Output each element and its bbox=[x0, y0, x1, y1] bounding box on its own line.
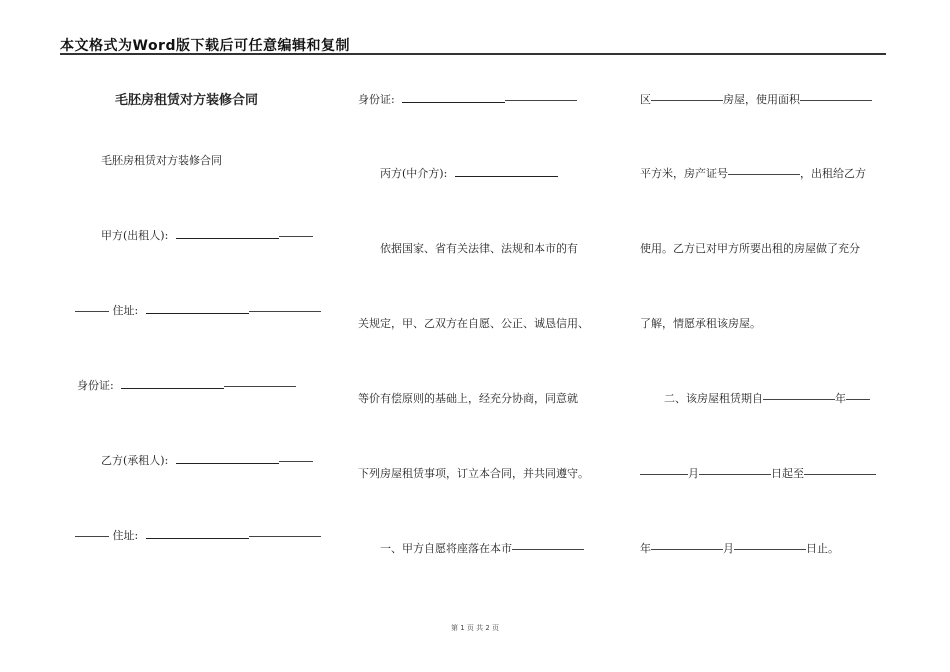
col3-year-label-2: 年 bbox=[640, 542, 651, 555]
col3-certificate-label: 平方米，房产证号 bbox=[640, 167, 728, 180]
address-2-line bbox=[75, 529, 321, 543]
col3-month-label-2: 月 bbox=[723, 542, 734, 555]
col3-dash-5 bbox=[846, 399, 870, 400]
address-1-line bbox=[75, 304, 321, 318]
clause-1-text: 一、甲方自愿将座落在本市 bbox=[380, 542, 512, 555]
id-2-label: 身份证: bbox=[358, 93, 395, 106]
document-title: 毛胚房租赁对方装修合同 bbox=[115, 93, 259, 108]
col3-line-3: 使用。乙方已对甲方所要出租的房屋做了充分 bbox=[640, 242, 860, 255]
party-c-line bbox=[380, 167, 558, 181]
party-a-line bbox=[101, 229, 313, 243]
paragraph-line-4: 下列房屋租赁事项，订立本合同，并共同遵守。 bbox=[358, 467, 589, 480]
clause-1-dash bbox=[512, 549, 584, 550]
address-1-dash bbox=[249, 311, 321, 312]
col3-district-label: 区 bbox=[640, 93, 651, 106]
col3-line-6 bbox=[640, 467, 876, 481]
col3-house-area-label: 房屋，使用面积 bbox=[723, 93, 800, 106]
col3-dash-9 bbox=[651, 549, 723, 550]
col3-dash-3 bbox=[728, 174, 800, 175]
document-subtitle: 毛胚房租赁对方装修合同 bbox=[101, 154, 222, 167]
col3-month-label-1: 月 bbox=[688, 467, 699, 480]
col3-rent-to-label: ，出租给乙方 bbox=[800, 167, 866, 180]
page-footer: 第 1 页 共 2 页 bbox=[450, 624, 500, 632]
party-c-blank bbox=[455, 167, 558, 177]
col3-term-label: 二、该房屋租赁期自 bbox=[664, 392, 763, 405]
col3-line-7 bbox=[640, 542, 839, 556]
clause-1-line bbox=[380, 542, 584, 556]
id-1-dash bbox=[224, 386, 296, 387]
col3-day-from-label: 日起至 bbox=[771, 467, 804, 480]
party-b-line bbox=[101, 454, 313, 468]
paragraph-line-3: 等价有偿原则的基础上，经充分协商，同意就 bbox=[358, 392, 578, 405]
address-1-dash-lead bbox=[75, 311, 109, 312]
address-2-label: 住址: bbox=[112, 529, 139, 542]
column-right bbox=[640, 0, 890, 640]
id-1-line bbox=[77, 379, 296, 393]
col3-dash-6 bbox=[640, 474, 688, 475]
party-a-dash bbox=[279, 236, 313, 237]
col3-dash-7 bbox=[699, 474, 771, 475]
col3-line-1 bbox=[640, 93, 872, 107]
col3-line-5 bbox=[664, 392, 870, 406]
col3-dash-2 bbox=[800, 100, 872, 101]
document-banner: 本文格式为Word版下载后可任意编辑和复制 bbox=[60, 38, 350, 54]
col3-dash-4 bbox=[763, 399, 835, 400]
address-2-dash-lead bbox=[75, 536, 109, 537]
id-2-dash bbox=[505, 100, 577, 101]
party-b-blank bbox=[176, 454, 279, 464]
col3-dash-10 bbox=[734, 549, 806, 550]
col3-year-label-1: 年 bbox=[835, 392, 846, 405]
party-b-dash bbox=[279, 461, 313, 462]
col3-day-end-label: 日止。 bbox=[806, 542, 839, 555]
address-2-blank bbox=[146, 529, 249, 539]
party-b-label: 乙方(承租人): bbox=[101, 454, 169, 467]
address-2-dash bbox=[249, 536, 321, 537]
col3-line-2 bbox=[640, 167, 866, 181]
column-left bbox=[75, 0, 325, 640]
paragraph-line-2: 关规定，甲、乙双方在自愿、公正、诚恳信用、 bbox=[358, 317, 589, 330]
id-2-blank bbox=[402, 93, 505, 103]
id-1-label: 身份证: bbox=[77, 379, 114, 392]
party-a-label: 甲方(出租人): bbox=[101, 229, 169, 242]
id-1-blank bbox=[121, 379, 224, 389]
col3-line-4: 了解，情愿承租该房屋。 bbox=[640, 317, 761, 330]
paragraph-line-1: 依据国家、省有关法律、法规和本市的有 bbox=[380, 242, 578, 255]
address-1-blank bbox=[146, 304, 249, 314]
party-c-label: 丙方(中介方): bbox=[380, 167, 448, 180]
col3-dash-1 bbox=[651, 100, 723, 101]
id-2-line bbox=[358, 93, 577, 107]
party-a-blank bbox=[176, 229, 279, 239]
col3-dash-8 bbox=[804, 474, 876, 475]
column-middle bbox=[358, 0, 608, 640]
address-1-label: 住址: bbox=[112, 304, 139, 317]
